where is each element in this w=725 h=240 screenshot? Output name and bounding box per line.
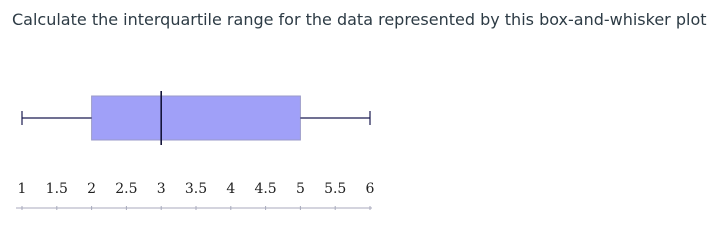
x-tick-label: 3 <box>156 181 166 197</box>
x-tick-label: 1 <box>17 181 27 197</box>
x-tick-label: 2 <box>87 181 97 197</box>
x-tick-label: 6 <box>365 181 375 197</box>
x-tick-label: 2.5 <box>115 181 138 197</box>
x-tick-label: 5 <box>295 181 305 197</box>
question-text: Calculate the interquartile range for the data represented by this box-and-whisker plot <box>12 10 707 29</box>
x-tick-label: 4.5 <box>254 181 277 197</box>
box-q1-q3 <box>92 96 301 140</box>
x-tick-label: 3.5 <box>184 181 208 197</box>
x-tick-label: 4 <box>226 181 236 197</box>
x-tick-label: 1.5 <box>45 181 68 197</box>
x-tick-label: 5.5 <box>324 181 347 197</box>
